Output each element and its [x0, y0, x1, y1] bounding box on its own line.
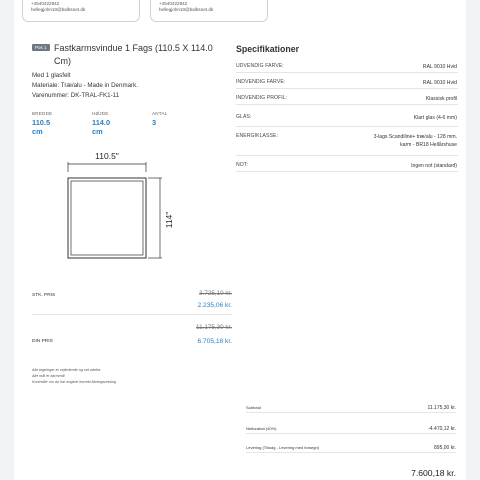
product-title: Fastkarmsvindue 1 Fags (110.5 X 114.0 Cm)	[54, 43, 213, 66]
spec-row	[236, 76, 458, 89]
window-drawing	[58, 148, 218, 268]
spec-key: INDVENDIG FARVE:	[236, 79, 286, 85]
spec-value: Klassisk profil	[425, 96, 457, 102]
spec-key: GLAS:	[236, 114, 252, 120]
contact-phone: +4540422842	[31, 1, 60, 6]
dimension-quantity	[152, 111, 167, 127]
contact-card	[22, 0, 140, 22]
product-description	[32, 71, 138, 101]
position-badge: Pos 1	[32, 44, 50, 51]
spec-value: RAL 9010 Hvid	[422, 64, 457, 70]
dimension-height	[92, 111, 110, 136]
total-value: -4.470,12 kr.	[428, 426, 456, 432]
divider	[32, 314, 232, 315]
description-line: Varenummer: DK-TRAL-FK1-11	[32, 92, 120, 99]
contact-card	[150, 0, 268, 22]
grand-total: 7.600,18 kr.	[411, 468, 456, 478]
spec-row	[236, 159, 458, 172]
specifications-title: Specifikationer	[236, 44, 300, 54]
dimension-label: ANTAL	[152, 111, 168, 116]
note-line: Alle mål er karmmål	[32, 374, 65, 378]
spec-row	[236, 111, 458, 127]
spec-value: 3-lags Scandiline+ træ/alu - 128 mm.	[373, 134, 457, 140]
note-line: Kontrollér om du har angivet korrekt åbningsretning	[32, 380, 116, 384]
description-line: Med 1 glasfelt	[32, 72, 71, 79]
spec-value: Ingen not (standard)	[411, 163, 457, 169]
total-row	[246, 421, 456, 434]
your-price-original: 11.175,30 kr.	[196, 324, 232, 331]
contact-email[interactable]: hellegjohn10@balbsnet.dk	[159, 7, 214, 13]
spec-value: Klart glas (4-6 mm)	[413, 115, 457, 121]
total-row	[246, 440, 456, 453]
spec-row	[236, 60, 458, 73]
total-key: Levering (Tiksdg - Levering med forsegn)	[246, 445, 319, 450]
your-price: 6.705,18 kr.	[197, 338, 232, 345]
dimension-width	[32, 111, 52, 136]
height-dimension-label: 114"	[164, 211, 174, 229]
dimension-value: 3	[152, 118, 157, 127]
your-price-label: DIN PRIS	[32, 339, 53, 344]
spec-key: ENERGIKLASSE:	[236, 133, 279, 139]
total-key: Subtotal	[246, 405, 261, 410]
unit-price: 2.235,06 kr.	[197, 302, 232, 309]
window-glass	[71, 181, 143, 255]
dimension-label: HØJDE	[92, 111, 109, 116]
total-key: Nettorabat (40%)	[246, 426, 277, 431]
dimension-value: 114.0 cm	[92, 118, 111, 136]
spec-key: INDVENDIG PROFIL:	[236, 95, 288, 101]
specifications	[236, 44, 458, 169]
total-value: 895,00 kr.	[434, 445, 456, 451]
total-value: 11.175,30 kr.	[427, 405, 456, 411]
dimension-value: 110.5 cm	[32, 118, 51, 136]
spec-key: UDVENDIG FARVE:	[236, 63, 284, 69]
spec-row	[236, 130, 458, 156]
drawing-notes	[32, 367, 116, 385]
spec-value-multiline	[374, 133, 457, 149]
spec-value: karm - BR18 Hellårshuse	[400, 142, 457, 148]
spec-row	[236, 92, 458, 105]
order-page	[14, 0, 466, 480]
spec-value: RAL 9010 Hvid	[422, 80, 457, 86]
description-line: Materiale: Træ/alu - Made in Denmark.	[32, 82, 138, 89]
unit-price-label: STK. PRIS	[32, 293, 56, 298]
contact-email[interactable]: hellegjohn10@balbsnet.dk	[31, 7, 86, 13]
note-line: Alle tegninger er vejledende og set udefra.	[32, 368, 102, 372]
unit-price-original: 3.725,10 kr.	[199, 290, 232, 297]
spec-key: NOT:	[236, 162, 249, 168]
dimension-label: BREDDE	[32, 111, 53, 116]
total-row	[246, 400, 456, 413]
width-dimension-label: 110.5"	[95, 151, 119, 161]
contact-phone: +4540422842	[159, 1, 188, 6]
